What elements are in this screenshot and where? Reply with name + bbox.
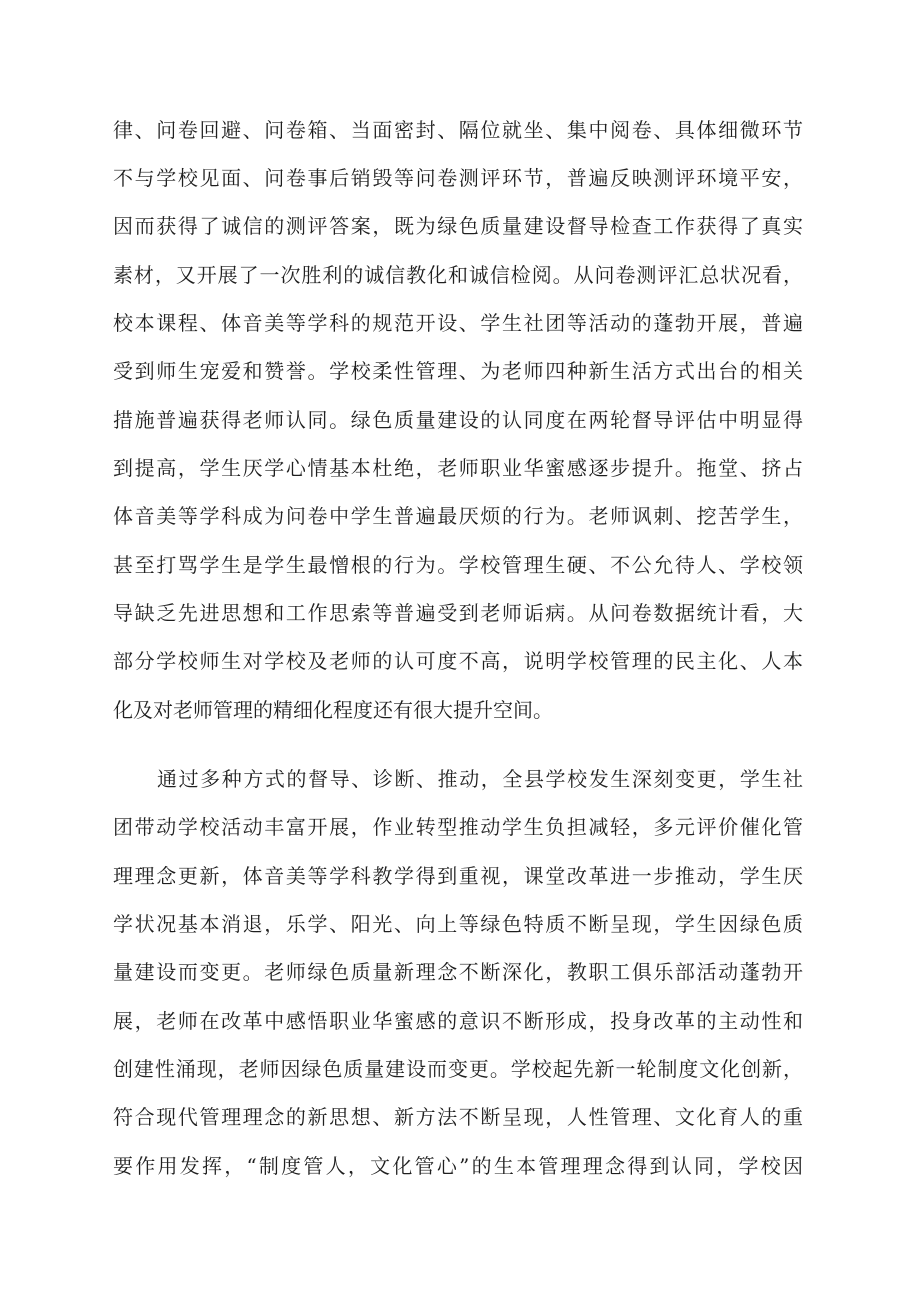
paragraph-line: 符合现代管理理念的新思想、新方法不断呈现，人性管理、文化育人的重	[113, 1105, 803, 1129]
paragraph-line: 甚至打骂学生是学生最憎根的行为。学校管理生硬、不公允待人、学校领	[113, 553, 803, 577]
paragraph-line: 部分学校师生对学校及老师的认可度不高，说明学校管理的民主化、人本	[113, 649, 803, 673]
paragraph-line: 措施普遍获得老师认同。绿色质量建设的认同度在两轮督导评估中明显得	[113, 408, 803, 432]
paragraph-line: 理理念更新，体音美等学科教学得到重视，课堂改革进一步推动，学生厌	[113, 864, 803, 888]
paragraph-line: 到提高，学生厌学心情基本杜绝，老师职业华蜜感逐步提升。拖堂、挤占	[113, 456, 803, 480]
paragraph-line: 化及对老师管理的精细化程度还有很大提升空间。	[113, 698, 553, 722]
paragraph-line: 通过多种方式的督导、诊断、推动，全县学校发生深刻变更，学生社	[157, 767, 803, 791]
paragraph-line: 导缺乏先进思想和工作思索等普遍受到老师诟病。从问卷数据统计看，大	[113, 601, 803, 625]
paragraph-line: 受到师生宠爱和赞誉。学校柔性管理、为老师四种新生活方式出台的相关	[113, 359, 803, 383]
paragraph-line: 不与学校见面、问卷事后销毁等问卷测评环节，普遍反映测评环境平安，	[113, 166, 803, 190]
paragraph-line: 体音美等学科成为问卷中学生普遍最厌烦的行为。老师讽刺、挖苦学生，	[113, 504, 803, 528]
paragraph-line: 创建性涌现，老师因绿色质量建设而变更。学校起先新一轮制度文化创新，	[113, 1057, 803, 1081]
paragraph-line: 展，老师在改革中感悟职业华蜜感的意识不断形成，投身改革的主动性和	[113, 1009, 803, 1033]
paragraph-line: 学状况基本消退，乐学、阳光、向上等绿色特质不断呈现，学生因绿色质	[113, 912, 803, 936]
paragraph-line: 律、问卷回避、问卷箱、当面密封、隔位就坐、集中阅卷、具体细微环节	[113, 118, 803, 142]
paragraph-line: 校本课程、体音美等学科的规范开设、学生社团等活动的蓬勃开展，普遍	[113, 311, 803, 335]
paragraph-line: 团带动学校活动丰富开展，作业转型推动学生负担减轻，多元评价催化管	[113, 815, 803, 839]
paragraph-line: 因而获得了诚信的测评答案，既为绿色质量建设督导检查工作获得了真实	[113, 214, 803, 238]
paragraph-line: 素材，又开展了一次胜利的诚信教化和诚信检阅。从问卷测评汇总状况看，	[113, 263, 803, 287]
paragraph-line: 量建设而变更。老师绿色质量新理念不断深化，教职工俱乐部活动蓬勃开	[113, 960, 803, 984]
paragraph-line: 要作用发挥，“制度管人，文化管心”的生本管理理念得到认同，学校因	[113, 1154, 803, 1178]
